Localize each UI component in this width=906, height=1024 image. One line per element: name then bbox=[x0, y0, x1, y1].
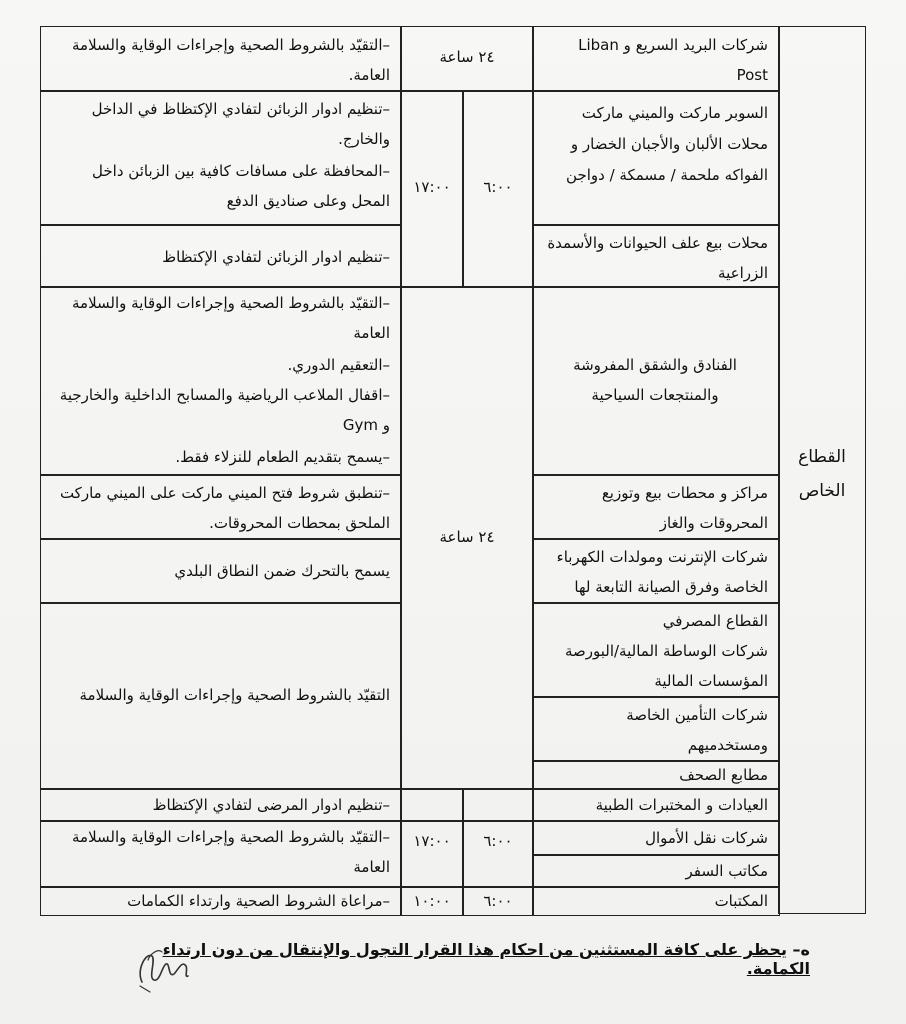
hours-24h-top: ٢٤ ساعة bbox=[439, 48, 495, 66]
hours-close-3: ١٠:٠٠ bbox=[413, 892, 451, 910]
cond-8: –تنظيم ادوار المرضى لتفادي الإكتظاظ bbox=[152, 796, 390, 814]
est-8: شركات التأمين الخاصة ومستخدميهم bbox=[626, 706, 768, 754]
hours-cell-close-2a bbox=[400, 788, 464, 822]
cond-3: –تنظيم ادوار الزبائن لتفادي الإكتظاظ bbox=[162, 248, 390, 266]
est-7c: المؤسسات المالية bbox=[654, 672, 768, 690]
cond-1: –التقيّد بالشروط الصحية وإجراءات الوقاية والسلامة العامة. bbox=[72, 36, 390, 84]
cond-4d: –يسمح بتقديم الطعام للنزلاء فقط. bbox=[175, 448, 390, 466]
cond-9: –التقيّد بالشروط الصحية وإجراءات الوقاية والسلامة العامة bbox=[72, 828, 390, 876]
hours-24h-mid: ٢٤ ساعة bbox=[439, 528, 495, 546]
footer-letter: ه– bbox=[792, 940, 810, 959]
est-2: السوبر ماركت والميني ماركت محلات الألبان والأجبان الخضار و الفواكه ملحمة / مسمكة / دواجن bbox=[566, 104, 768, 184]
est-6: شركات الإنترنت ومولدات الكهرباء الخاصة وفرق الصيانة التابعة لها bbox=[556, 548, 768, 596]
est-3: محلات بيع علف الحيوانات والأسمدة الزراعية bbox=[547, 234, 768, 282]
est-7b: شركات الوساطة المالية/البورصة bbox=[564, 642, 768, 660]
cond-4c: –اقفال الملاعب الرياضية والمسابح الداخلية والخارجية و Gym bbox=[59, 386, 390, 434]
sector-label: القطاع الخاص bbox=[798, 447, 846, 501]
hours-cell-open-2a bbox=[462, 788, 534, 822]
hours-open-3: ٦:٠٠ bbox=[483, 892, 513, 910]
footer-text: يحظر على كافة المستثنين من احكام هذا القرار التجول والإنتقال من دون ارتداء الكمامة. bbox=[162, 940, 810, 978]
cond-4a: –التقيّد بالشروط الصحية وإجراءات الوقاية والسلامة العامة bbox=[72, 294, 390, 342]
est-7a: القطاع المصرفي bbox=[662, 612, 768, 630]
cond-5: –تنطبق شروط فتح الميني ماركت على الميني ماركت الملحق بمحطات المحروقات. bbox=[59, 484, 390, 532]
signature-mark bbox=[128, 930, 198, 1000]
est-12: مكاتب السفر bbox=[685, 862, 768, 880]
est-1: شركات البريد السريع و Liban Post bbox=[578, 36, 768, 84]
cond-4b: –التعقيم الدوري. bbox=[287, 356, 390, 374]
cond-2b: –المحافظة على مسافات كافية بين الزبائن داخل المحل وعلى صناديق الدفع bbox=[92, 162, 390, 210]
hours-open-1: ٦:٠٠ bbox=[483, 178, 513, 196]
cond-2a: –تنظيم ادوار الزبائن لتفادي الإكتظاظ في الداخل والخارج. bbox=[91, 100, 390, 148]
hours-close-2: ١٧:٠٠ bbox=[413, 832, 451, 850]
hours-close-1: ١٧:٠٠ bbox=[413, 178, 451, 196]
est-5: مراكز و محطات بيع وتوزيع المحروقات والغاز bbox=[601, 484, 768, 532]
hours-open-2: ٦:٠٠ bbox=[483, 832, 513, 850]
est-9: مطابع الصحف bbox=[679, 766, 768, 784]
est-13: المكتبات bbox=[714, 892, 768, 910]
footer-clause bbox=[130, 940, 810, 978]
est-11: شركات نقل الأموال bbox=[645, 829, 768, 847]
est-4: الفنادق والشقق المفروشة والمنتجعات السياحية bbox=[573, 356, 737, 404]
est-10: العيادات و المختبرات الطبية bbox=[595, 796, 768, 814]
cond-7: التقيّد بالشروط الصحية وإجراءات الوقاية والسلامة bbox=[79, 686, 390, 704]
cond-6: يسمح بالتحرك ضمن النطاق البلدي bbox=[174, 562, 390, 580]
cond-10: –مراعاة الشروط الصحية وارتداء الكمامات bbox=[127, 892, 390, 910]
